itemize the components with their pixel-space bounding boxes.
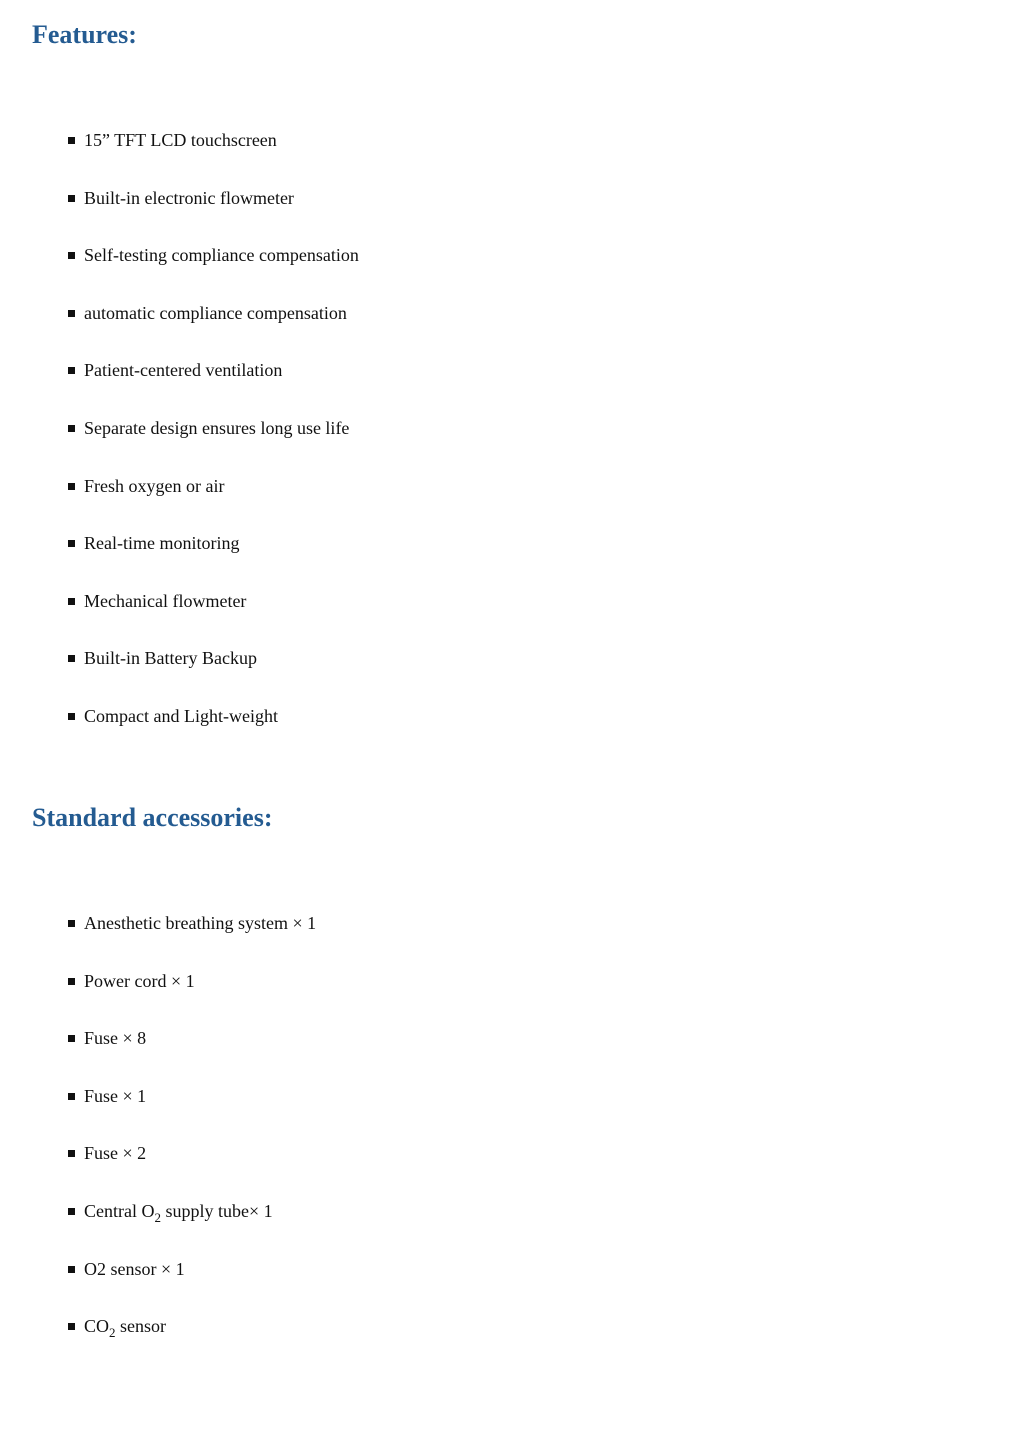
list-item xyxy=(68,414,359,472)
list-item xyxy=(68,1082,316,1140)
central-o2-subscript: 2 xyxy=(154,1209,161,1225)
feature-text: Separate design ensures long use life xyxy=(84,417,350,438)
list-item xyxy=(68,472,359,530)
accessories-list xyxy=(68,909,316,1370)
square-bullet-icon xyxy=(68,978,75,985)
square-bullet-icon xyxy=(68,713,75,720)
square-bullet-icon xyxy=(68,655,75,662)
square-bullet-icon xyxy=(68,1266,75,1273)
list-item xyxy=(68,299,359,357)
list-item xyxy=(68,1312,316,1370)
list-item xyxy=(68,1255,316,1313)
square-bullet-icon xyxy=(68,1035,75,1042)
accessory-text: Fuse × 2 xyxy=(84,1143,147,1164)
feature-text: Built-in Battery Backup xyxy=(84,648,257,669)
square-bullet-icon xyxy=(68,137,75,144)
accessory-text: Power cord × 1 xyxy=(84,970,195,991)
list-item xyxy=(68,241,359,299)
square-bullet-icon xyxy=(68,920,75,927)
co2-subscript: 2 xyxy=(109,1325,116,1341)
accessory-text: Fuse × 8 xyxy=(84,1028,147,1049)
feature-text: Patient-centered ventilation xyxy=(84,360,283,381)
feature-text: Fresh oxygen or air xyxy=(84,475,225,496)
square-bullet-icon xyxy=(68,367,75,374)
square-bullet-icon xyxy=(68,1323,75,1330)
square-bullet-icon xyxy=(68,195,75,202)
list-item xyxy=(68,644,359,702)
list-item xyxy=(68,1024,316,1082)
square-bullet-icon xyxy=(68,310,75,317)
accessory-text: Fuse × 1 xyxy=(84,1085,147,1106)
square-bullet-icon xyxy=(68,598,75,605)
co2-suffix: sensor xyxy=(115,1316,167,1337)
feature-text: automatic compliance compensation xyxy=(84,302,347,323)
features-heading: Features: xyxy=(32,20,137,49)
square-bullet-icon xyxy=(68,483,75,490)
list-item xyxy=(68,1139,316,1197)
list-item xyxy=(68,356,359,414)
accessory-text xyxy=(84,1197,273,1225)
list-item xyxy=(68,184,359,242)
feature-text: 15” TFT LCD touchscreen xyxy=(84,130,277,150)
accessories-heading: Standard accessories: xyxy=(32,803,273,832)
square-bullet-icon xyxy=(68,1150,75,1157)
square-bullet-icon xyxy=(68,540,75,547)
list-item xyxy=(68,126,359,184)
feature-text: Self-testing compliance compensation xyxy=(84,245,359,266)
central-o2-prefix: Central O xyxy=(84,1200,155,1221)
accessory-text xyxy=(84,1312,166,1340)
feature-text: Mechanical flowmeter xyxy=(84,590,247,611)
list-item xyxy=(68,967,316,1025)
list-item xyxy=(68,909,316,967)
square-bullet-icon xyxy=(68,425,75,432)
feature-text: Built-in electronic flowmeter xyxy=(84,187,294,208)
co2-prefix: CO xyxy=(84,1316,110,1337)
list-item xyxy=(68,1197,316,1255)
list-item xyxy=(68,702,359,760)
accessory-text: Anesthetic breathing system × 1 xyxy=(84,913,317,933)
features-list xyxy=(68,126,359,760)
list-item xyxy=(68,587,359,645)
feature-text: Compact and Light-weight xyxy=(84,705,278,726)
accessory-text: O2 sensor × 1 xyxy=(84,1258,185,1279)
square-bullet-icon xyxy=(68,1208,75,1215)
square-bullet-icon xyxy=(68,1093,75,1100)
list-item xyxy=(68,529,359,587)
central-o2-suffix: supply tube× 1 xyxy=(160,1200,273,1221)
square-bullet-icon xyxy=(68,252,75,259)
feature-text: Real-time monitoring xyxy=(84,533,240,554)
